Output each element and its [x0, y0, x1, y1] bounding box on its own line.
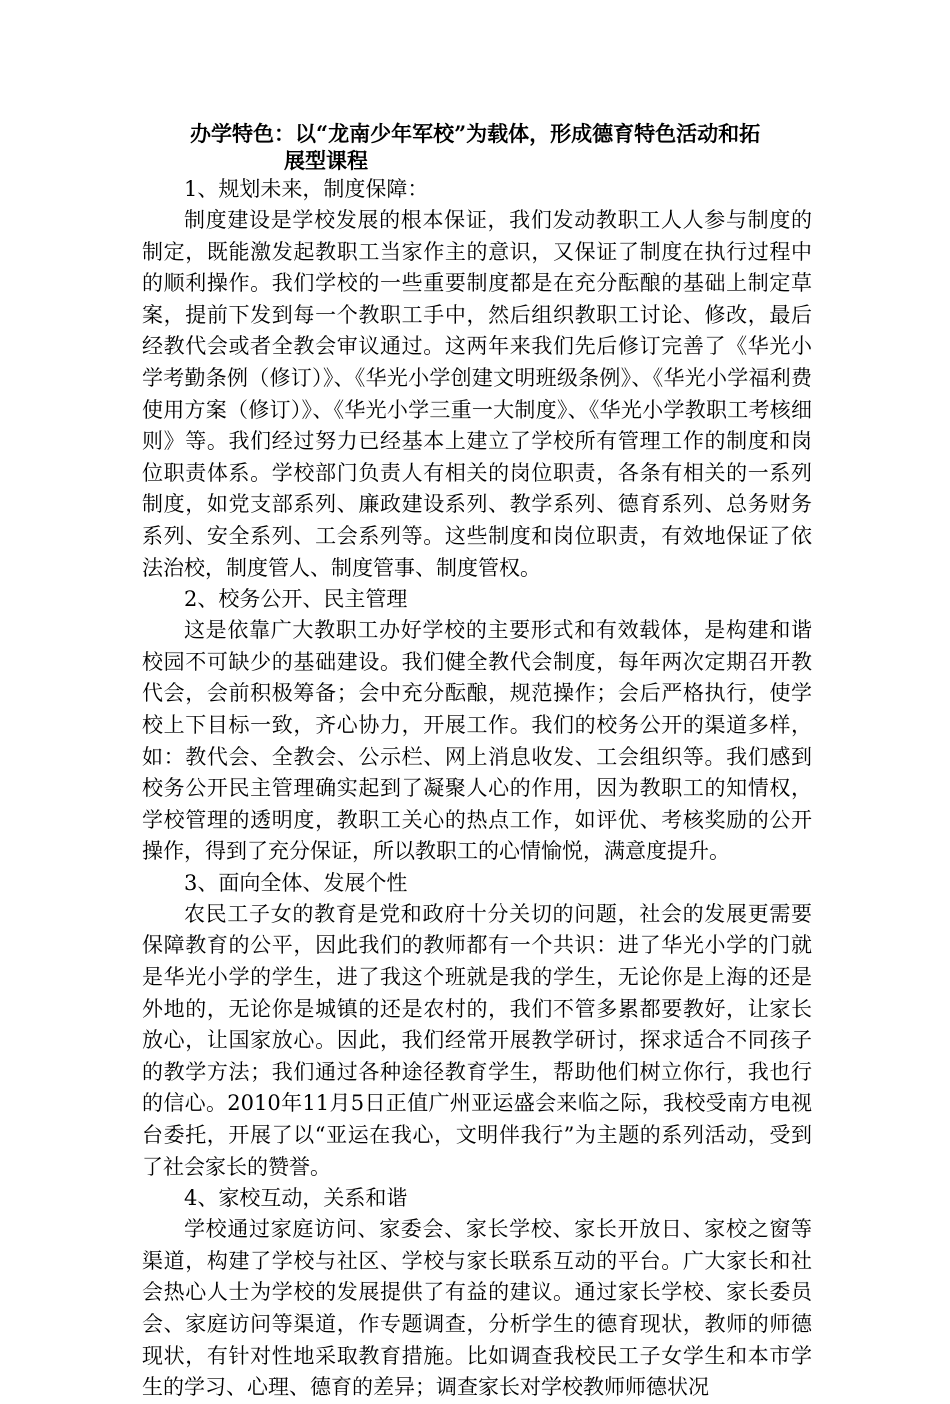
section-heading-1: 1、规划未来，制度保障： — [184, 177, 429, 201]
section-paragraph-1: 制度建设是学校发展的根本保证，我们发动教职工人人参与制度的制定，既能激发起教职工当家作主的意识，又保证了制度在执行过程中的顺利操作。我们学校的一些重要制度都是在充分酝酿的基础上制定草案，提前下发到每一个教职工手中，然后组织教职工讨论、修改，最后经教代会或者全教会审议通过。这两年来我们先后修订完善了《华光小学考勤条例（修订）》、《华光小学创建文明班级条例》、《华光小学福利费使用方案（修订）》、《华光小学三重一大制度》、《华光小学教职工考核细则》等。我们经过努力已经基本上建立了学校所有管理工作的制度和岗位职责体系。学校部门负责人有相关的岗位职责，各条有相关的一系列制度，如党支部系列、廉政建设系列、教学系列、德育系列、总务财务系列、安全系列、工会系列等。这些制度和岗位职责，有效地保证了依法治校，制度管人、制度管事、制度管权。 — [142, 208, 812, 580]
title-line-1: 办学特色：以“龙南少年军校”为载体，形成德育特色活动和拓 — [190, 121, 761, 146]
title-line-2: 展型课程 — [284, 148, 368, 173]
document-title — [142, 120, 812, 174]
section-heading-3: 3、面向全体、发展个性 — [184, 870, 408, 895]
section-heading-2: 2、校务公开、民主管理 — [184, 587, 408, 612]
section-paragraph-3: 农民工子女的教育是党和政府十分关切的问题，社会的发展更需要保障教育的公平，因此我们的教师都有一个共识：进了华光小学的门就是华光小学的学生，进了我这个班就是我的学生，无论你是上海的还是外地的，无论你是城镇的还是农村的，我们不管多累都要教好，让家长放心，让国家放心。因此，我们经常开展教学研讨，探求适合不同孩子的教学方法；我们通过各种途径教育学生，帮助他们树立你行，我也行的信心。2010年11月5日正值广州亚运盛会来临之际，我校受南方电视台委托，开展了以“亚运在我心，文明伴我行”为主题的系列活动，受到了社会家长的赞誉。 — [142, 901, 812, 1179]
section-heading-4: 4、家校互动，关系和谐 — [184, 1186, 408, 1211]
document-body — [142, 120, 812, 1404]
section-paragraph-2: 这是依靠广大教职工办好学校的主要形式和有效载体，是构建和谐校园不可缺少的基础建设。我们健全教代会制度，每年两次定期召开教代会，会前积极筹备；会中充分酝酿，规范操作；会后严格执行，使学校上下目标一致，齐心协力，开展工作。我们的校务公开的渠道多样，如：教代会、全教会、公示栏、网上消息收发、工会组织等。我们感到校务公开民主管理确实起到了凝聚人心的作用，因为教职工的知情权，学校管理的透明度，教职工关心的热点工作，如评优、考核奖励的公开操作，得到了充分保证，所以教职工的心情愉悦，满意度提升。 — [142, 618, 812, 864]
section-paragraph-4: 学校通过家庭访问、家委会、家长学校、家长开放日、家校之窗等渠道，构建了学校与社区、学校与家长联系互动的平台。广大家长和社会热心人士为学校的发展提供了有益的建议。通过家长学校、家长委员会、家庭访问等渠道，作专题调查，分析学生的德育现状，教师的师德现状，有针对性地采取教育措施。比如调查我校民工子女学生和本市学生的学习、心理、德育的差异；调查家长对学校教师师德状况 — [142, 1217, 812, 1400]
